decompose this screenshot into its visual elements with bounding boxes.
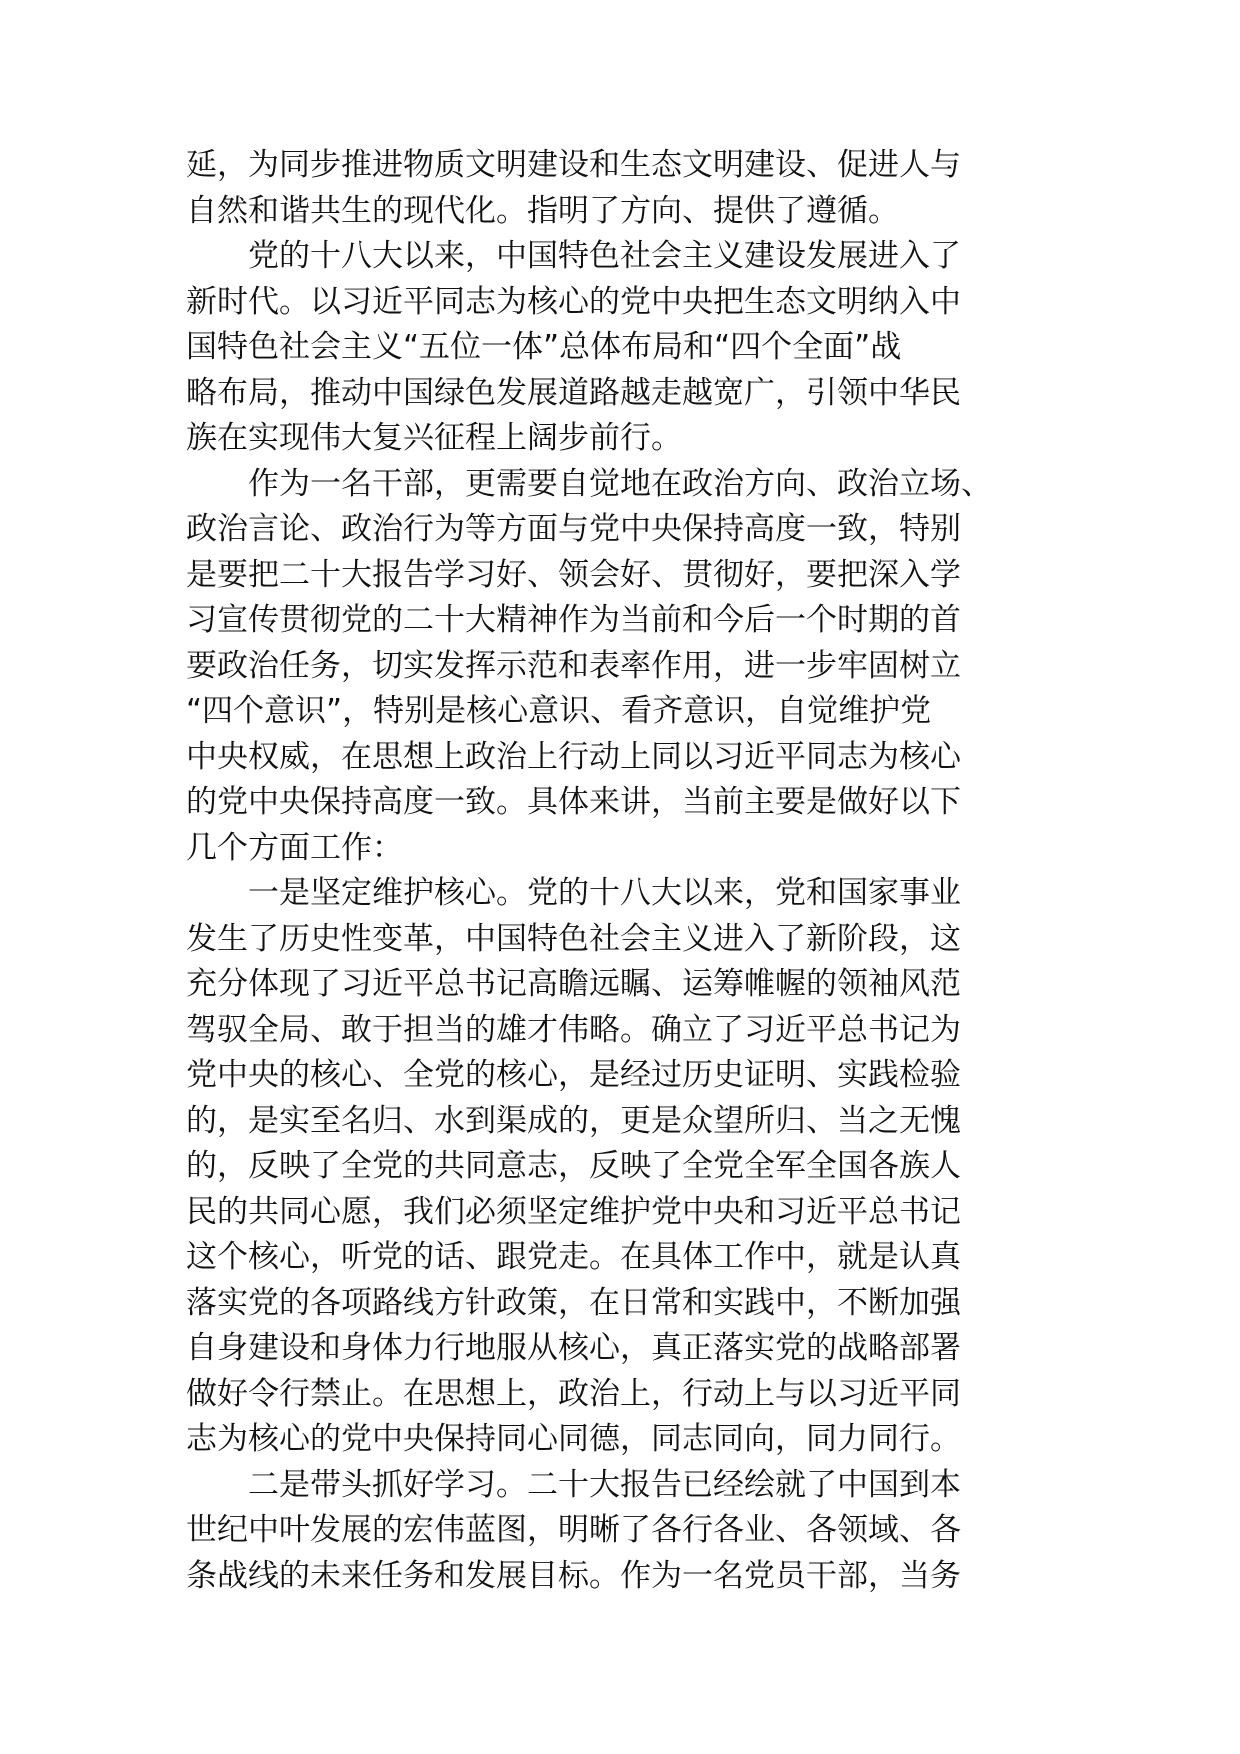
text-line: 是要把二十大报告学习好、领会好、贯彻好，要把深入学 (186, 556, 961, 593)
text-line: 几个方面工作： (186, 829, 403, 866)
text-line: 党的十八大以来，中国特色社会主义建设发展进入了 (186, 238, 961, 274)
text-line: 略布局，推动中国绿色发展道路越走越宽广，引领中华民 (186, 374, 961, 411)
text-line: 二是带头抓好学习。二十大报告已经绘就了中国到本 (186, 1466, 961, 1503)
text-line: 一是坚定维护核心。党的十八大以来，党和国家事业 (186, 875, 961, 911)
text-line: 世纪中叶发展的宏伟蓝图，明晰了各行各业、各领域、各 (186, 1512, 961, 1548)
text-line: 要政治任务，切实发挥示范和表率作用，进一步牢固树立 (186, 647, 961, 684)
text-line: 的，反映了全党的共同意志，反映了全党全军全国各族人 (186, 1148, 961, 1184)
text-line: 党中央的核心、全党的核心，是经过历史证明、实践检验 (186, 1057, 961, 1093)
text-line: 志为核心的党中央保持同心同德，同志同向，同力同行。 (186, 1421, 961, 1457)
text-line: 自然和谐共生的现代化。指明了方向、提供了遵循。 (186, 192, 899, 229)
text-line: 的，是实至名归、水到渠成的，更是众望所归、当之无愧 (186, 1102, 961, 1139)
text-line: 充分体现了习近平总书记高瞻远瞩、运筹帷幄的领袖风范 (186, 966, 961, 1002)
text-line: 新时代。以习近平同志为核心的党中央把生态文明纳入中 (186, 283, 961, 320)
text-line: 发生了历史性变革，中国特色社会主义进入了新阶段，这 (186, 920, 961, 957)
text-line: 落实党的各项路线方针政策，在日常和实践中，不断加强 (186, 1284, 961, 1321)
text-line: 民的共同心愿，我们必须坚定维护党中央和习近平总书记 (186, 1193, 961, 1230)
body-text (186, 143, 1066, 1599)
text-line: “四个意识”，特别是核心意识、看齐意识，自觉维护党 (186, 693, 932, 729)
text-line: 驾驭全局、敢于担当的雄才伟略。确立了习近平总书记为 (186, 1011, 961, 1048)
text-line: 延，为同步推进物质文明建设和生态文明建设、促进人与 (186, 147, 961, 183)
text-line: 自身建设和身体力行地服从核心，真正落实党的战略部署 (186, 1330, 961, 1366)
text-line: 国特色社会主义“五位一体”总体布局和“四个全面”战 (186, 329, 902, 365)
text-line: 政治言论、政治行为等方面与党中央保持高度一致，特别 (186, 511, 961, 547)
text-line: 这个核心，听党的话、跟党走。在具体工作中，就是认真 (186, 1239, 961, 1275)
text-line: 的党中央保持高度一致。具体来讲，当前主要是做好以下 (186, 784, 961, 820)
text-line: 习宣传贯彻党的二十大精神作为当前和今后一个时期的首 (186, 602, 961, 638)
text-line: 作为一名干部，更需要自觉地在政治方向、政治立场、 (186, 465, 992, 502)
text-line: 做好令行禁止。在思想上，政治上，行动上与以习近平同 (186, 1375, 961, 1412)
text-line: 条战线的未来任务和发展目标。作为一名党员干部，当务 (186, 1557, 961, 1594)
text-line: 中央权威，在思想上政治上行动上同以习近平同志为核心 (186, 738, 961, 775)
text-line: 族在实现伟大复兴征程上阔步前行。 (186, 420, 682, 456)
